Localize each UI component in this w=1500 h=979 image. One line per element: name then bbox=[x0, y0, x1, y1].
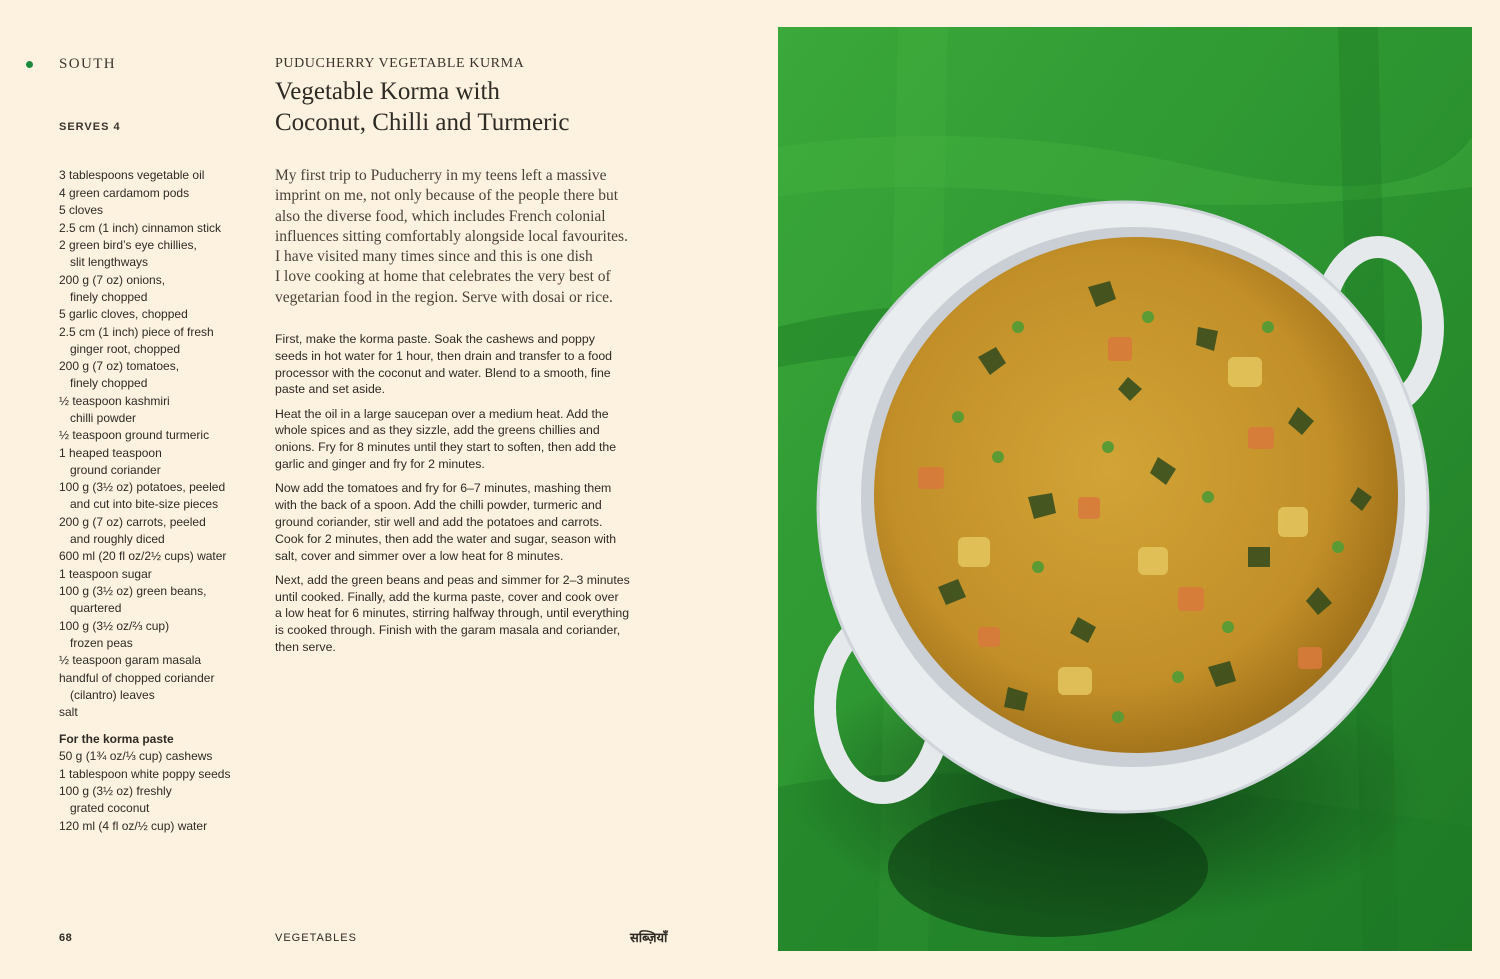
ingredient-line: ½ teaspoon kashmiri bbox=[59, 393, 170, 408]
ingredient-line-continued: slit lengthways bbox=[70, 255, 149, 269]
ingredient-item bbox=[59, 618, 249, 652]
recipe-title bbox=[275, 76, 675, 138]
method-line: paste and set aside. bbox=[275, 382, 386, 397]
ingredient-item bbox=[59, 427, 249, 444]
method-line: whole spices and as they sizzle, add the greens chillies and bbox=[275, 423, 600, 438]
method-line: Now add the tomatoes and fry for 6–7 minutes, mashing them bbox=[275, 481, 612, 496]
ingredient-line-continued: quartered bbox=[70, 601, 122, 615]
ingredient-line: handful of chopped coriander bbox=[59, 670, 215, 685]
recipe-kicker: PUDUCHERRY VEGETABLE KURMA bbox=[275, 56, 525, 71]
ingredient-item bbox=[59, 652, 249, 669]
ingredient-line: 3 tablespoons vegetable oil bbox=[59, 168, 205, 182]
ingredient-line-continued: ground coriander bbox=[70, 462, 161, 477]
ingredient-line: 5 garlic cloves, chopped bbox=[59, 307, 188, 321]
ingredient-line: 100 g (3½ oz/⅔ cup) bbox=[59, 618, 170, 633]
ingredient-line: 2.5 cm (1 inch) cinnamon stick bbox=[59, 220, 222, 235]
ingredient-item bbox=[59, 479, 249, 513]
ingredient-line-continued: chilli powder bbox=[70, 410, 137, 425]
ingredient-line: 1 tablespoon white poppy seeds bbox=[59, 766, 231, 781]
section-label: SOUTH bbox=[59, 56, 117, 72]
method-steps bbox=[275, 331, 675, 663]
intro-line: imprint on me, not only because of the people there but bbox=[275, 187, 619, 205]
method-line: is cooked through. Finish with the garam masala and coriander, bbox=[275, 623, 621, 638]
method-line: then serve. bbox=[275, 640, 336, 655]
intro-line: I love cooking at home that celebrates the very best of bbox=[275, 268, 611, 286]
method-paragraph bbox=[275, 331, 675, 398]
ingredient-item bbox=[59, 783, 249, 817]
ingredient-line: salt bbox=[59, 705, 78, 719]
ingredient-line: 2 green bird’s eye chillies, bbox=[59, 238, 197, 252]
method-line: until cooked. Finally, add the kurma paste, cover and cook over bbox=[275, 589, 619, 604]
ingredient-line: 1 heaped teaspoon bbox=[59, 445, 162, 460]
ingredient-line-continued: finely chopped bbox=[70, 289, 148, 304]
intro-line: My first trip to Puducherry in my teens left a massive bbox=[275, 167, 607, 184]
ingredient-line: 120 ml (4 fl oz/½ cup) water bbox=[59, 818, 208, 833]
method-line: First, make the korma paste. Soak the cashews and poppy bbox=[275, 332, 595, 346]
serves-label: SERVES 4 bbox=[59, 121, 121, 133]
ingredient-line: 200 g (7 oz) tomatoes, bbox=[59, 359, 180, 373]
method-line: ground coriander, stir well and add the potatoes and carrots. bbox=[275, 514, 603, 529]
recipe-title-line: Coconut, Chilli and Turmeric bbox=[275, 109, 570, 136]
ingredient-line: ½ teaspoon ground turmeric bbox=[59, 428, 210, 442]
ingredient-item bbox=[59, 548, 249, 565]
korma-paste-heading: For the korma paste bbox=[59, 732, 174, 746]
method-line: garlic and ginger and fry for 2 minutes. bbox=[275, 457, 485, 472]
method-line: salt, cover and simmer over a low heat for 8 minutes. bbox=[275, 548, 564, 563]
method-line: processor with the coconut and water. Blend to a smooth, fine bbox=[275, 365, 611, 380]
ingredient-line: 2.5 cm (1 inch) piece of fresh bbox=[59, 324, 214, 339]
method-line: onions. Fry for 8 minutes until they start to soften, then add the bbox=[275, 440, 617, 455]
ingredient-line-continued: ginger root, chopped bbox=[70, 341, 181, 356]
method-line: with the back of a spoon. Add the chilli powder, turmeric and bbox=[275, 498, 602, 513]
ingredient-line-continued: (cilantro) leaves bbox=[70, 687, 155, 702]
chapter-label: VEGETABLES bbox=[275, 932, 357, 944]
method-line: a low heat for 6 minutes, stirring halfway through, until everything bbox=[275, 606, 630, 621]
ingredient-item bbox=[59, 237, 249, 271]
method-paragraph bbox=[275, 572, 675, 656]
intro-line: influences sitting comfortably alongside local favourites. bbox=[275, 227, 628, 245]
ingredient-line: 1 teaspoon sugar bbox=[59, 566, 152, 581]
intro-line: I have visited many times since and this is one dish bbox=[275, 248, 593, 266]
ingredient-item bbox=[59, 704, 249, 721]
ingredient-line: 5 cloves bbox=[59, 203, 104, 217]
ingredient-item bbox=[59, 514, 249, 548]
method-paragraph bbox=[275, 480, 675, 564]
ingredient-item bbox=[59, 445, 249, 479]
ingredient-item bbox=[59, 670, 249, 704]
ingredient-item bbox=[59, 202, 249, 219]
ingredient-item bbox=[59, 324, 249, 358]
ingredient-line-continued: frozen peas bbox=[70, 635, 133, 650]
ingredient-line: 600 ml (20 fl oz/2½ cups) water bbox=[59, 549, 227, 563]
recipe-intro bbox=[275, 166, 675, 308]
method-line: Heat the oil in a large saucepan over a medium heat. Add the bbox=[275, 406, 609, 421]
ingredient-line: 100 g (3½ oz) freshly bbox=[59, 784, 172, 798]
ingredient-item bbox=[59, 583, 249, 617]
ingredient-item bbox=[59, 185, 249, 202]
ingredient-line: 4 green cardamom pods bbox=[59, 185, 190, 200]
ingredient-line-continued: finely chopped bbox=[70, 376, 148, 390]
ingredient-line: 100 g (3½ oz) potatoes, peeled bbox=[59, 480, 226, 494]
intro-line: vegetarian food in the region. Serve with dosai or rice. bbox=[275, 288, 613, 306]
ingredient-item bbox=[59, 358, 249, 392]
ingredient-item bbox=[59, 167, 249, 184]
section-marker-dot bbox=[26, 61, 33, 68]
method-line: Cook for 2 minutes, then add the water and sugar, season with bbox=[275, 531, 617, 546]
method-line: seeds in hot water for 1 hour, then drain and transfer to a food bbox=[275, 348, 613, 363]
ingredient-line: 200 g (7 oz) carrots, peeled bbox=[59, 514, 206, 529]
ingredient-item bbox=[59, 220, 249, 237]
ingredient-item bbox=[59, 818, 249, 835]
ingredient-line-continued: and cut into bite-size pieces bbox=[70, 497, 219, 511]
page-number: 68 bbox=[59, 932, 73, 944]
recipe-title-line: Vegetable Korma with bbox=[275, 78, 500, 105]
ingredient-item bbox=[59, 393, 249, 427]
ingredient-item bbox=[59, 272, 249, 306]
ingredient-item bbox=[59, 748, 249, 765]
ingredient-line-continued: and roughly diced bbox=[70, 531, 165, 546]
dish-photo bbox=[778, 27, 1472, 951]
ingredient-item bbox=[59, 766, 249, 783]
ingredient-line: 100 g (3½ oz) green beans, bbox=[59, 584, 207, 598]
method-line: Next, add the green beans and peas and simmer for 2–3 minutes bbox=[275, 572, 630, 587]
chapter-label-hindi: सब्ज़ियाँ bbox=[630, 930, 668, 945]
ingredient-item bbox=[59, 566, 249, 583]
ingredient-line: ½ teaspoon garam masala bbox=[59, 653, 202, 667]
method-paragraph bbox=[275, 406, 675, 473]
ingredient-line: 200 g (7 oz) onions, bbox=[59, 272, 166, 287]
ingredient-line: 50 g (1¾ oz/⅓ cup) cashews bbox=[59, 749, 213, 763]
ingredient-line-continued: grated coconut bbox=[70, 801, 150, 815]
intro-line: also the diverse food, which includes French colonial bbox=[275, 207, 606, 225]
ingredient-item bbox=[59, 306, 249, 323]
ingredients-list bbox=[59, 167, 249, 835]
